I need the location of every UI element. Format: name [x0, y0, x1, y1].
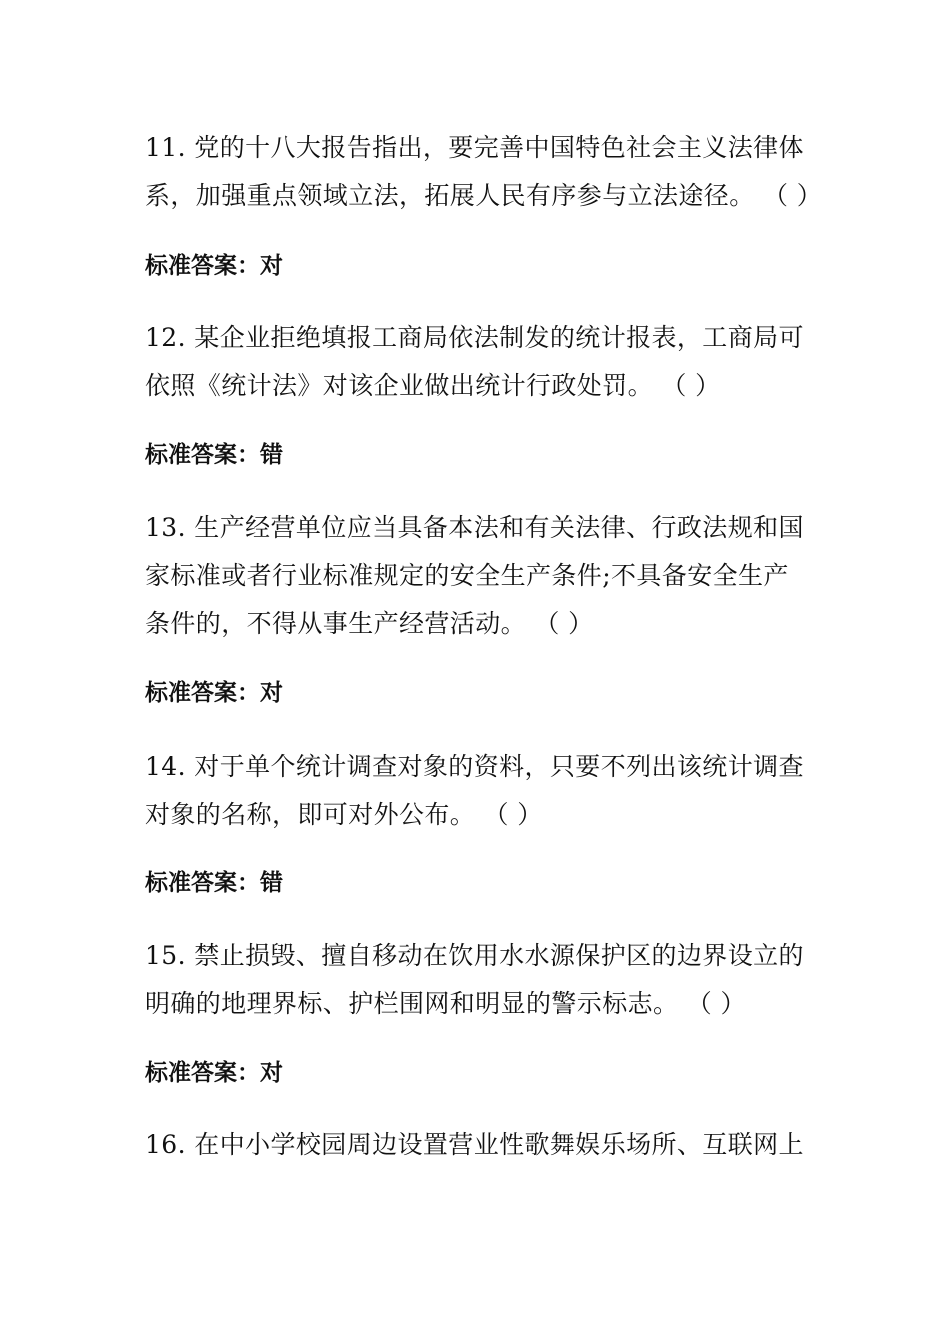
question-14 [145, 743, 815, 839]
question-line: 13. 生产经营单位应当具备本法和有关法律、行政法规和国 [145, 513, 804, 542]
question-line: 系，加强重点领域立法，拓展人民有序参与立法途径。 （ ） [145, 181, 823, 210]
question-15 [145, 932, 815, 1028]
question-16 [145, 1121, 815, 1169]
question-13 [145, 504, 815, 648]
question-line: 家标准或者行业标准规定的安全生产条件;不具备安全生产 [145, 561, 789, 590]
question-line: 11. 党的十八大报告指出，要完善中国特色社会主义法律体 [145, 133, 804, 162]
question-line: 15. 禁止损毁、擅自移动在饮用水水源保护区的边界设立的 [145, 941, 804, 970]
question-line: 明确的地理界标、护栏围网和明显的警示标志。 （ ） [145, 989, 746, 1018]
answer-13: 标准答案：对 [145, 680, 283, 706]
question-line: 16. 在中小学校园周边设置营业性歌舞娱乐场所、互联网上 [145, 1130, 804, 1159]
question-line: 14. 对于单个统计调查对象的资料，只要不列出该统计调查 [145, 752, 804, 781]
question-12 [145, 314, 815, 410]
question-line: 12. 某企业拒绝填报工商局依法制发的统计报表，工商局可 [145, 323, 804, 352]
question-line: 条件的，不得从事生产经营活动。 （ ） [145, 609, 594, 638]
answer-14: 标准答案：错 [145, 870, 283, 896]
answer-12: 标准答案：错 [145, 442, 283, 468]
question-11 [145, 124, 823, 220]
answer-11: 标准答案：对 [145, 253, 283, 279]
question-line: 对象的名称，即可对外公布。 （ ） [145, 800, 543, 829]
question-line: 依照《统计法》对该企业做出统计行政处罚。 （ ） [145, 371, 721, 400]
answer-15: 标准答案：对 [145, 1060, 283, 1086]
